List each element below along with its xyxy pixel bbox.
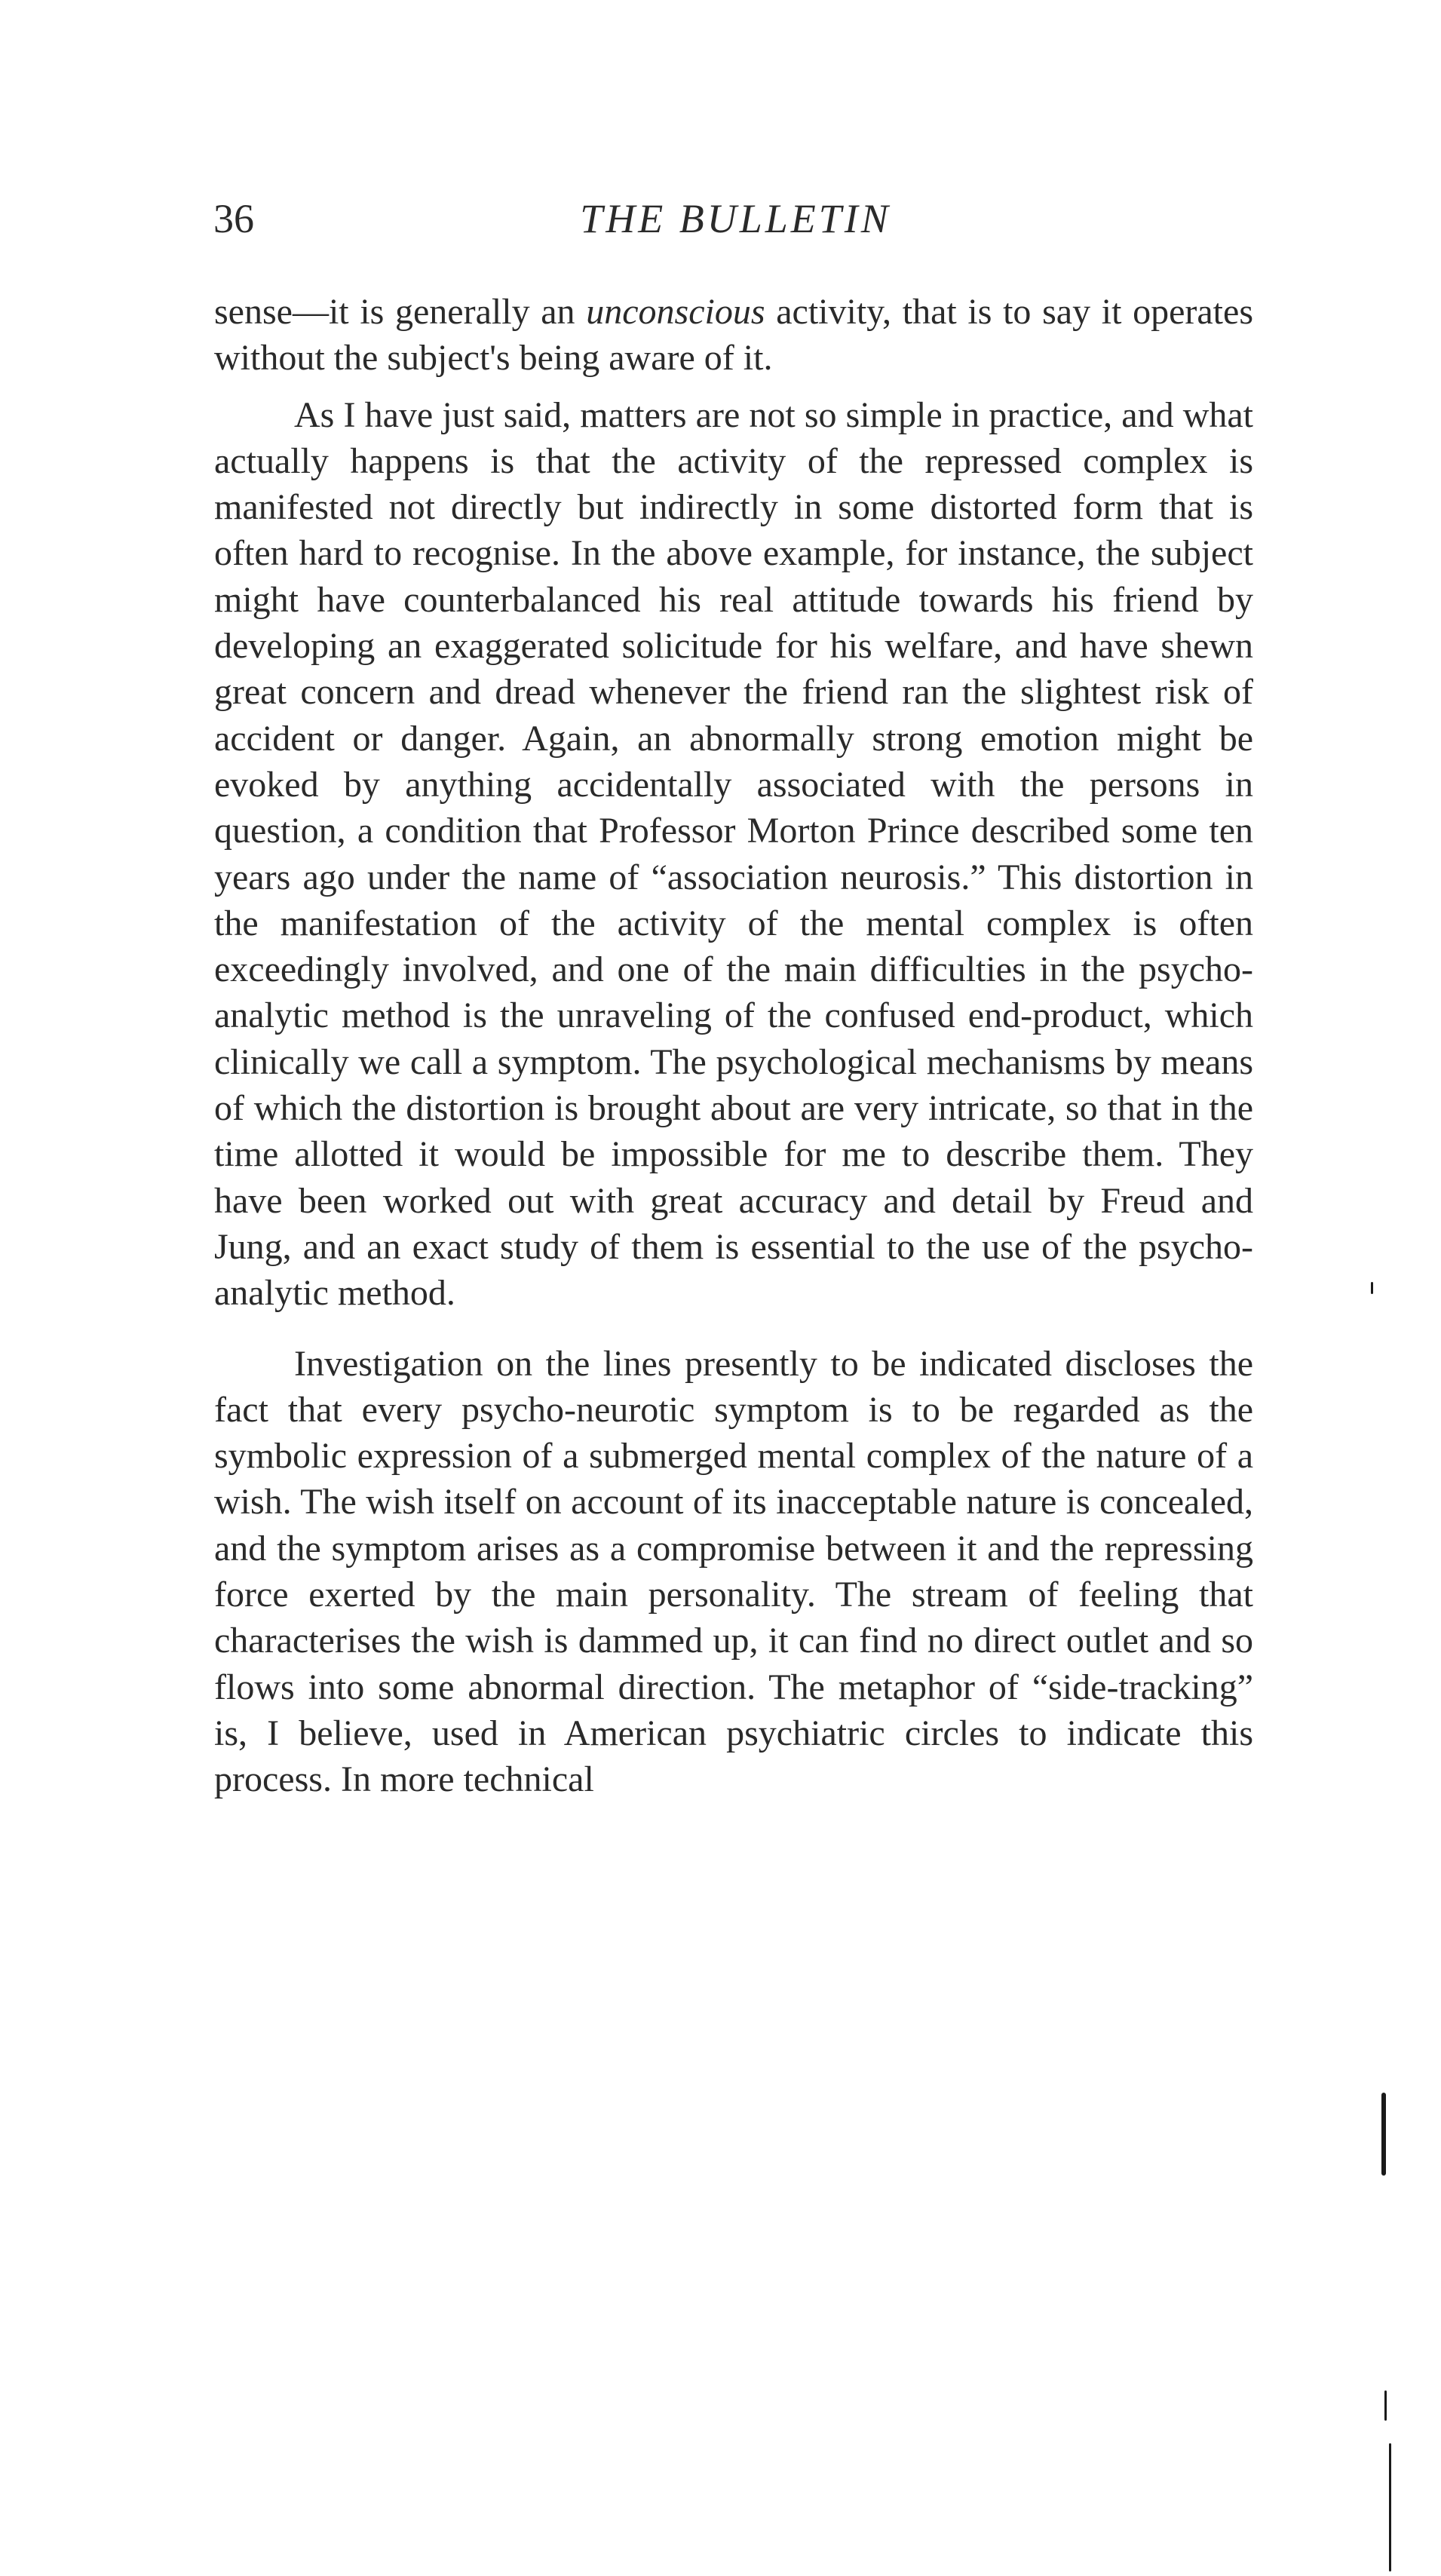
scan-artifact [1384,2390,1387,2421]
paragraph-2: As I have just said, matters are not so simple in practice, and what actually happens is that the activity of the repressed complex is manifested not directly but indirectly in some distorted form that is often hard to recognise. In the above example, for instance, the subject might have counterbalanced his real attitude towards his friend by developing an exaggerated solicitude for his welfare, and have shewn great concern and dread whenever the friend ran the slightest risk of accident or danger. Again, an abnormally strong emotion might be evoked by anything accidentally associated with the persons in question, a condition that Professor Morton Prince described some ten years ago under the name of “association neurosis.” This distortion in the manifestation of the activity of the mental complex is often exceedingly involved, and one of the main difficulties in the psycho-analytic method is the unraveling of the confused end-product, which clinically we call a symptom. The psychological mechanisms by means of which the distortion is brought about are very intricate, so that in the time allotted it would be impossible for me to describe them. They have been worked out with great accuracy and detail by Freud and Jung, and an exact study of them is essential to the use of the psycho-analytic method. [214,394,1253,1314]
scan-artifact [1371,1282,1373,1294]
paragraph-1-before: sense—it is generally an [214,292,587,332]
paragraph-1-after: activity, that is to say it operates without the subject's being aware of it. [214,292,1254,379]
body-text [214,289,1253,1803]
page-number: 36 [213,196,254,241]
running-head: THE BULLETIN [580,196,891,241]
scan-artifact [1389,2443,1391,2571]
paragraph-3: Investigation on the lines presently to be indicated discloses the fact that every psycho-neurotic symptom is to be regarded as the symbolic expression of a submerged mental complex of the nature of a wish. The wish itself on account of its inacceptable nature is concealed, and the symptom arises as a compromise between it and the repressing force exerted by the main personality. The stream of feeling that characterises the wish is dammed up, it can find no direct outlet and so flows into some abnormal direction. The metaphor of “side-tracking” is, I believe, used in American psychiatric circles to indicate this process. In more technical [214,1343,1253,1800]
emphasis-unconscious: unconscious [586,292,765,332]
scan-artifact [1381,2093,1386,2176]
paragraph-1 [214,289,1253,382]
